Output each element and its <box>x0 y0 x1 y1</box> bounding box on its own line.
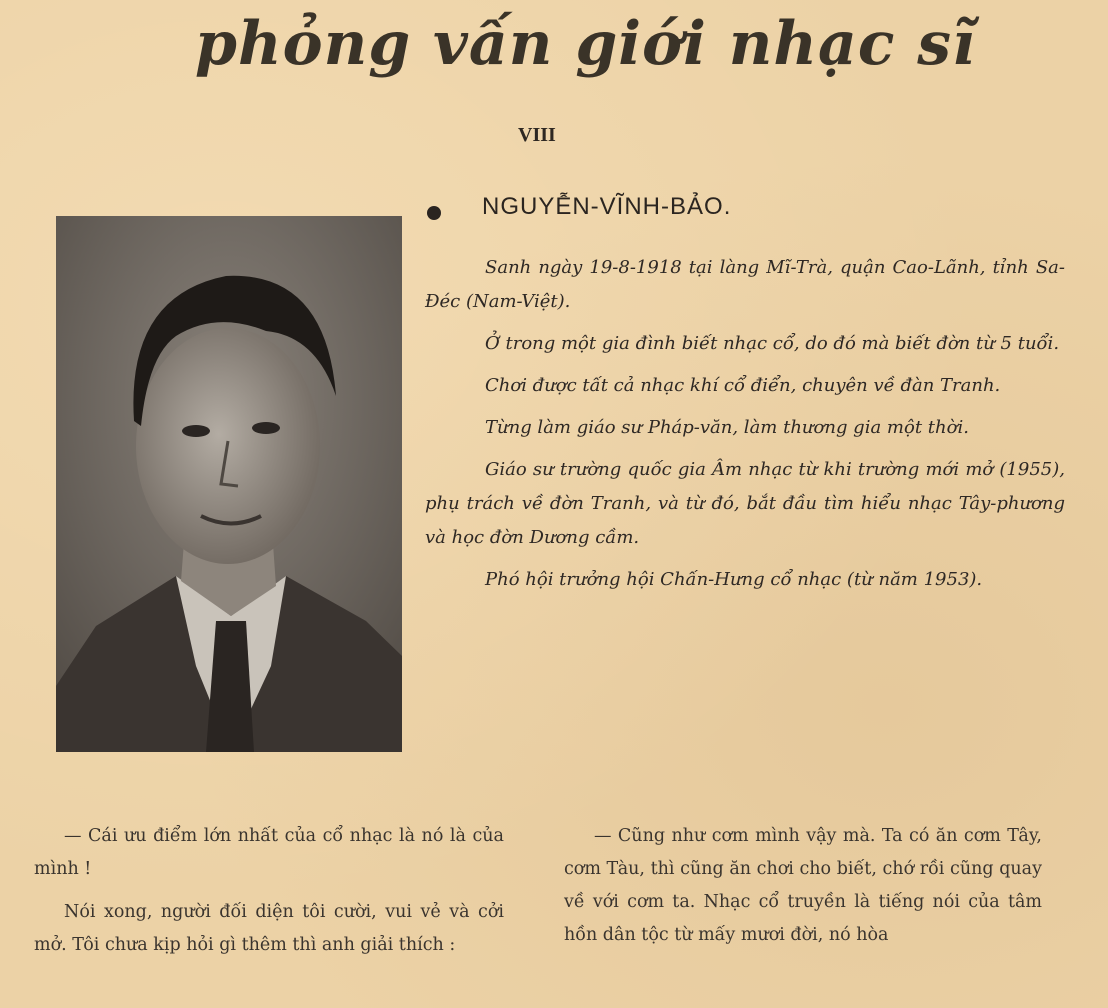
musician-name: NGUYỄN-VĨNH-BẢO. <box>482 193 732 220</box>
article-title: phỏng vấn giới nhạc sĩ <box>195 9 976 79</box>
bullet-icon <box>427 206 441 220</box>
bio-paragraph: Chơi được tất cả nhạc khí cổ điển, chuyên về đàn Tranh. <box>485 375 1001 396</box>
bio-paragraph: Phó hội trưởng hội Chấn-Hưng cổ nhạc (từ năm 1953). <box>485 569 983 590</box>
bio-paragraph: Sanh ngày 19-8-1918 tại làng Mĩ-Trà, quận Cao-Lãnh, tỉnh Sa-Đéc (Nam-Việt). <box>425 257 1065 312</box>
article-paragraph: Nói xong, người đối diện tôi cười, vui vẻ và cởi mở. Tôi chưa kịp hỏi gì thêm thì anh giải thích : <box>34 902 504 955</box>
bio-paragraph: Từng làm giáo sư Pháp-văn, làm thương gia một thời. <box>485 417 969 438</box>
article-column-left <box>34 820 504 972</box>
bio-paragraph: Giáo sư trường quốc gia Âm nhạc từ khi trường mới mở (1955), phụ trách về đờn Tranh, và từ đó, bắt đầu tìm hiểu nhạc Tây-phương và học đờn Dương cầm. <box>425 459 1065 548</box>
portrait-illustration <box>56 216 402 752</box>
portrait-photo <box>56 216 402 752</box>
biography <box>425 251 1065 605</box>
section-number: VIII <box>518 124 556 146</box>
article-paragraph: — Cũng như cơm mình vậy mà. Ta có ăn cơm Tây, cơm Tàu, thì cũng ăn chơi cho biết, chớ rồi cũng quay về với cơm ta. Nhạc cổ truyền là tiếng nói của tâm hồn dân tộc từ mấy mươi đời, nó hòa <box>564 826 1042 945</box>
article-paragraph: — Cái ưu điểm lớn nhất của cổ nhạc là nó là của mình ! <box>34 826 504 879</box>
bio-paragraph: Ở trong một gia đình biết nhạc cổ, do đó mà biết đờn từ 5 tuổi. <box>485 333 1060 354</box>
article-column-right <box>564 820 1042 962</box>
